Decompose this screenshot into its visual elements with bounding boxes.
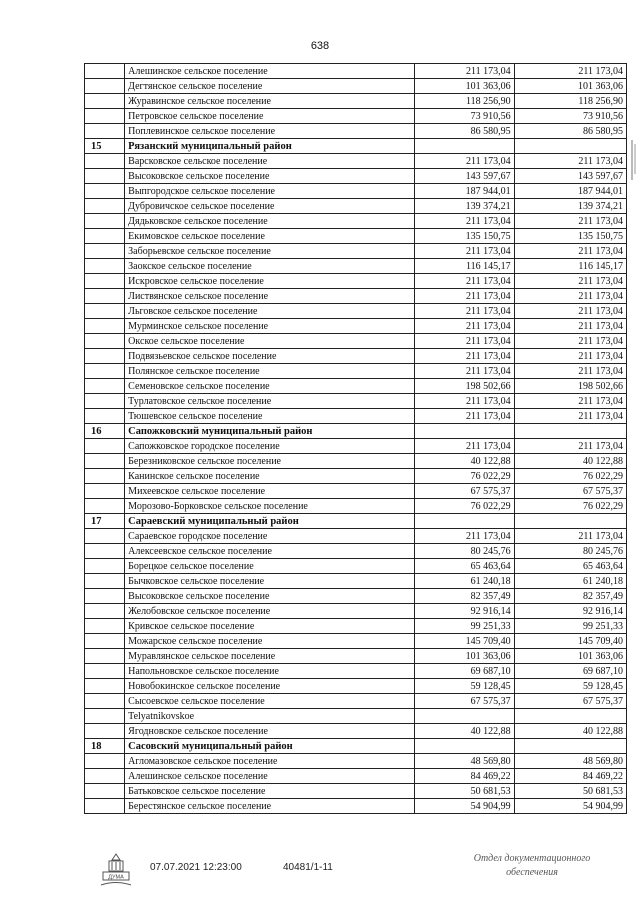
- settlement-name: Сапожковский муниципальный район: [125, 424, 415, 439]
- amount-col-2: [514, 514, 626, 529]
- amount-col-1: 99 251,33: [414, 619, 514, 634]
- settlement-name: Мурминское сельское поселение: [125, 319, 415, 334]
- settlement-name: Окское сельское поселение: [125, 334, 415, 349]
- row-number: [85, 634, 125, 649]
- amount-col-1: 139 374,21: [414, 199, 514, 214]
- row-number: [85, 169, 125, 184]
- settlement-name: Алешинское сельское поселение: [125, 769, 415, 784]
- amount-col-1: 73 910,56: [414, 109, 514, 124]
- row-number: [85, 244, 125, 259]
- amount-col-2: 211 173,04: [514, 289, 626, 304]
- settlement-name: Сапожковское городское поселение: [125, 439, 415, 454]
- settlement-name: Листвянское сельское поселение: [125, 289, 415, 304]
- settlement-name: Ягодновское сельское поселение: [125, 724, 415, 739]
- amount-col-1: 76 022,29: [414, 469, 514, 484]
- amount-col-1: 211 173,04: [414, 154, 514, 169]
- table-row: [85, 754, 627, 769]
- amount-col-2: 139 374,21: [514, 199, 626, 214]
- department-stamp: [452, 852, 612, 880]
- settlement-name: Подвязьевское сельское поселение: [125, 349, 415, 364]
- amount-col-1: 40 122,88: [414, 724, 514, 739]
- table-row: [85, 799, 627, 814]
- amount-col-2: 211 173,04: [514, 304, 626, 319]
- amount-col-2: 82 357,49: [514, 589, 626, 604]
- settlement-name: Варсковское сельское поселение: [125, 154, 415, 169]
- amount-col-1: 86 580,95: [414, 124, 514, 139]
- table-row: [85, 304, 627, 319]
- settlement-name: Алексеевское сельское поселение: [125, 544, 415, 559]
- amount-col-1: [414, 739, 514, 754]
- amount-col-1: 59 128,45: [414, 679, 514, 694]
- amount-col-2: 118 256,90: [514, 94, 626, 109]
- row-number: [85, 229, 125, 244]
- amount-col-2: 50 681,53: [514, 784, 626, 799]
- row-number: [85, 349, 125, 364]
- table-row: [85, 769, 627, 784]
- table-row: [85, 469, 627, 484]
- logo-text: ДУМА: [108, 874, 124, 881]
- settlement-name: Канинское сельское поселение: [125, 469, 415, 484]
- table-row: [85, 184, 627, 199]
- table-row: [85, 499, 627, 514]
- footer-timestamp: 07.07.2021 12:23:00: [150, 862, 242, 873]
- settlement-name: Журавинское сельское поселение: [125, 94, 415, 109]
- page-number: 638: [310, 40, 330, 52]
- settlement-name: Сысоевское сельское поселение: [125, 694, 415, 709]
- amount-col-1: 211 173,04: [414, 364, 514, 379]
- row-number: [85, 64, 125, 79]
- settlement-name: Можарское сельское поселение: [125, 634, 415, 649]
- row-number: 18: [85, 739, 125, 754]
- row-number: [85, 724, 125, 739]
- amount-col-1: 143 597,67: [414, 169, 514, 184]
- settlement-name: Новобокинское сельское поселение: [125, 679, 415, 694]
- row-number: [85, 469, 125, 484]
- table-row: [85, 274, 627, 289]
- amount-col-1: 211 173,04: [414, 244, 514, 259]
- amount-col-2: 211 173,04: [514, 274, 626, 289]
- district-row: [85, 424, 627, 439]
- row-number: [85, 484, 125, 499]
- settlement-name: Агломазовское сельское поселение: [125, 754, 415, 769]
- amount-col-2: 135 150,75: [514, 229, 626, 244]
- row-number: [85, 529, 125, 544]
- amount-col-1: 82 357,49: [414, 589, 514, 604]
- amount-col-2: 65 463,64: [514, 559, 626, 574]
- settlement-name: Кривское сельское поселение: [125, 619, 415, 634]
- row-number: [85, 604, 125, 619]
- settlement-name: Высоковское сельское поселение: [125, 169, 415, 184]
- settlement-name: Сараевский муниципальный район: [125, 514, 415, 529]
- row-number: [85, 499, 125, 514]
- amount-col-2: 99 251,33: [514, 619, 626, 634]
- settlement-name: Михеевское сельское поселение: [125, 484, 415, 499]
- row-number: [85, 379, 125, 394]
- settlement-name: Петровское сельское поселение: [125, 109, 415, 124]
- amount-col-2: 54 904,99: [514, 799, 626, 814]
- table-row: [85, 784, 627, 799]
- row-number: [85, 589, 125, 604]
- settlement-name: Льговское сельское поселение: [125, 304, 415, 319]
- settlement-name: Сараевское городское поселение: [125, 529, 415, 544]
- settlement-name: Выпгородское сельское поселение: [125, 184, 415, 199]
- table-row: [85, 454, 627, 469]
- settlement-name: Семеновское сельское поселение: [125, 379, 415, 394]
- amount-col-2: 69 687,10: [514, 664, 626, 679]
- settlement-name: Сасовский муниципальный район: [125, 739, 415, 754]
- amount-col-1: 92 916,14: [414, 604, 514, 619]
- table-row: [85, 289, 627, 304]
- settlement-name: Поплевинское сельское поселение: [125, 124, 415, 139]
- row-number: [85, 334, 125, 349]
- row-number: [85, 394, 125, 409]
- row-number: [85, 784, 125, 799]
- amount-col-2: 211 173,04: [514, 244, 626, 259]
- amount-col-1: 211 173,04: [414, 394, 514, 409]
- row-number: 17: [85, 514, 125, 529]
- amount-col-2: 211 173,04: [514, 154, 626, 169]
- settlement-name: Турлатовское сельское поселение: [125, 394, 415, 409]
- table-row: [85, 229, 627, 244]
- amount-col-1: 69 687,10: [414, 664, 514, 679]
- settlement-name: Берестянское сельское поселение: [125, 799, 415, 814]
- row-number: [85, 79, 125, 94]
- row-number: [85, 214, 125, 229]
- amount-col-1: [414, 514, 514, 529]
- amount-col-1: 211 173,04: [414, 214, 514, 229]
- amount-col-2: 211 173,04: [514, 439, 626, 454]
- amount-col-2: 101 363,06: [514, 649, 626, 664]
- amount-col-1: 84 469,22: [414, 769, 514, 784]
- district-row: [85, 514, 627, 529]
- table-row: [85, 439, 627, 454]
- amount-col-1: 118 256,90: [414, 94, 514, 109]
- footer-document-code: 40481/1-11: [283, 862, 333, 873]
- row-number: [85, 364, 125, 379]
- row-number: [85, 289, 125, 304]
- row-number: [85, 409, 125, 424]
- amount-col-2: 145 709,40: [514, 634, 626, 649]
- district-row: [85, 139, 627, 154]
- amount-col-2: 59 128,45: [514, 679, 626, 694]
- amount-col-2: 67 575,37: [514, 484, 626, 499]
- amount-col-1: 211 173,04: [414, 304, 514, 319]
- table-row: [85, 379, 627, 394]
- row-number: [85, 94, 125, 109]
- settlement-name: Полянское сельское поселение: [125, 364, 415, 379]
- table-row: [85, 259, 627, 274]
- settlement-name: Заокское сельское поселение: [125, 259, 415, 274]
- duma-logo-icon: [99, 852, 133, 888]
- row-number: [85, 619, 125, 634]
- amount-col-1: [414, 709, 514, 724]
- amount-col-2: 211 173,04: [514, 409, 626, 424]
- amount-col-2: [514, 424, 626, 439]
- row-number: [85, 679, 125, 694]
- table-row: [85, 214, 627, 229]
- row-number: [85, 454, 125, 469]
- row-number: [85, 319, 125, 334]
- settlement-name: Желобовское сельское поселение: [125, 604, 415, 619]
- amount-col-1: 135 150,75: [414, 229, 514, 244]
- table-row: [85, 544, 627, 559]
- amount-col-2: 67 575,37: [514, 694, 626, 709]
- table-row: [85, 124, 627, 139]
- row-number: [85, 154, 125, 169]
- settlement-name: Екимовское сельское поселение: [125, 229, 415, 244]
- table-row: [85, 604, 627, 619]
- table-row: [85, 634, 627, 649]
- amount-col-1: 211 173,04: [414, 529, 514, 544]
- margin-scan-mark: [628, 140, 638, 180]
- amount-col-2: 211 173,04: [514, 319, 626, 334]
- table-row: [85, 619, 627, 634]
- settlement-name: Рязанский муниципальный район: [125, 139, 415, 154]
- amount-col-1: 211 173,04: [414, 334, 514, 349]
- amount-col-1: 61 240,18: [414, 574, 514, 589]
- amount-col-1: 211 173,04: [414, 349, 514, 364]
- amount-col-2: 73 910,56: [514, 109, 626, 124]
- amount-col-1: 211 173,04: [414, 274, 514, 289]
- row-number: [85, 304, 125, 319]
- row-number: [85, 649, 125, 664]
- settlement-name: Тюшевское сельское поселение: [125, 409, 415, 424]
- table-row: [85, 409, 627, 424]
- stamp-line-1: Отдел документационного: [473, 853, 591, 864]
- amount-col-2: 116 145,17: [514, 259, 626, 274]
- amount-col-2: 92 916,14: [514, 604, 626, 619]
- row-number: [85, 544, 125, 559]
- table-row: [85, 694, 627, 709]
- amount-col-2: 187 944,01: [514, 184, 626, 199]
- amount-col-2: 211 173,04: [514, 529, 626, 544]
- amount-col-1: 101 363,06: [414, 649, 514, 664]
- table-row: [85, 574, 627, 589]
- amount-col-1: 187 944,01: [414, 184, 514, 199]
- row-number: [85, 664, 125, 679]
- amount-col-1: 211 173,04: [414, 64, 514, 79]
- row-number: [85, 124, 125, 139]
- amount-col-1: 211 173,04: [414, 289, 514, 304]
- amount-col-1: 48 569,80: [414, 754, 514, 769]
- amount-col-2: 84 469,22: [514, 769, 626, 784]
- table-row: [85, 169, 627, 184]
- table-row: [85, 724, 627, 739]
- amount-col-1: 40 122,88: [414, 454, 514, 469]
- table-row: [85, 484, 627, 499]
- amount-col-1: [414, 139, 514, 154]
- settlement-name: Telyatnikovskoe: [125, 709, 415, 724]
- row-number: [85, 574, 125, 589]
- amount-col-1: 198 502,66: [414, 379, 514, 394]
- settlement-name: Алешинское сельское поселение: [125, 64, 415, 79]
- settlement-name: Морозово-Борковское сельское поселение: [125, 499, 415, 514]
- table-row: [85, 154, 627, 169]
- amount-col-2: 40 122,88: [514, 454, 626, 469]
- amount-col-2: 101 363,06: [514, 79, 626, 94]
- amount-col-2: 40 122,88: [514, 724, 626, 739]
- amount-col-2: 211 173,04: [514, 64, 626, 79]
- table-row: [85, 79, 627, 94]
- amount-col-1: 116 145,17: [414, 259, 514, 274]
- table-row: [85, 334, 627, 349]
- stamp-line-2: обеспечения: [506, 867, 558, 878]
- district-row: [85, 739, 627, 754]
- table-row: [85, 319, 627, 334]
- amount-col-1: 65 463,64: [414, 559, 514, 574]
- amount-col-1: 76 022,29: [414, 499, 514, 514]
- row-number: [85, 559, 125, 574]
- amount-col-2: 211 173,04: [514, 349, 626, 364]
- row-number: [85, 709, 125, 724]
- amount-col-1: 101 363,06: [414, 79, 514, 94]
- settlement-name: Муравлянское сельское поселение: [125, 649, 415, 664]
- table-row: [85, 649, 627, 664]
- settlement-name: Батьковское сельское поселение: [125, 784, 415, 799]
- amount-col-1: 67 575,37: [414, 694, 514, 709]
- amount-col-2: 80 245,76: [514, 544, 626, 559]
- settlement-name: Дубровичское сельское поселение: [125, 199, 415, 214]
- row-number: [85, 694, 125, 709]
- row-number: [85, 439, 125, 454]
- amount-col-2: 48 569,80: [514, 754, 626, 769]
- row-number: [85, 184, 125, 199]
- table-row: [85, 709, 627, 724]
- row-number: [85, 109, 125, 124]
- amount-col-1: 211 173,04: [414, 409, 514, 424]
- amount-col-2: 211 173,04: [514, 364, 626, 379]
- amount-col-1: 145 709,40: [414, 634, 514, 649]
- table-row: [85, 559, 627, 574]
- table-row: [85, 364, 627, 379]
- settlement-name: Напольновское сельское поселение: [125, 664, 415, 679]
- amount-col-2: 211 173,04: [514, 394, 626, 409]
- settlement-name: Дегтянское сельское поселение: [125, 79, 415, 94]
- amount-col-1: 211 173,04: [414, 319, 514, 334]
- settlement-name: Березниковское сельское поселение: [125, 454, 415, 469]
- amount-col-2: 211 173,04: [514, 214, 626, 229]
- table-row: [85, 94, 627, 109]
- amount-col-2: [514, 709, 626, 724]
- amount-col-2: [514, 739, 626, 754]
- table-row: [85, 589, 627, 604]
- table-row: [85, 244, 627, 259]
- budget-table: [84, 63, 627, 814]
- row-number: [85, 769, 125, 784]
- settlement-name: Борецкое сельское поселение: [125, 559, 415, 574]
- table-row: [85, 64, 627, 79]
- settlement-name: Высоковское сельское поселение: [125, 589, 415, 604]
- row-number: 15: [85, 139, 125, 154]
- table-row: [85, 199, 627, 214]
- amount-col-1: 54 904,99: [414, 799, 514, 814]
- settlement-name: Заборьевское сельское поселение: [125, 244, 415, 259]
- amount-col-2: 76 022,29: [514, 499, 626, 514]
- row-number: [85, 274, 125, 289]
- row-number: [85, 754, 125, 769]
- amount-col-1: 80 245,76: [414, 544, 514, 559]
- settlement-name: Искровское сельское поселение: [125, 274, 415, 289]
- amount-col-2: 86 580,95: [514, 124, 626, 139]
- row-number: [85, 199, 125, 214]
- amount-col-2: [514, 139, 626, 154]
- table-row: [85, 529, 627, 544]
- row-number: [85, 259, 125, 274]
- row-number: [85, 799, 125, 814]
- amount-col-1: 67 575,37: [414, 484, 514, 499]
- budget-table-body: [85, 64, 627, 814]
- amount-col-2: 211 173,04: [514, 334, 626, 349]
- amount-col-1: 50 681,53: [414, 784, 514, 799]
- amount-col-2: 143 597,67: [514, 169, 626, 184]
- table-row: [85, 109, 627, 124]
- table-row: [85, 394, 627, 409]
- settlement-name: Дядьковское сельское поселение: [125, 214, 415, 229]
- amount-col-2: 198 502,66: [514, 379, 626, 394]
- settlement-name: Бычковское сельское поселение: [125, 574, 415, 589]
- amount-col-2: 61 240,18: [514, 574, 626, 589]
- row-number: 16: [85, 424, 125, 439]
- table-row: [85, 679, 627, 694]
- amount-col-2: 76 022,29: [514, 469, 626, 484]
- amount-col-1: [414, 424, 514, 439]
- table-row: [85, 664, 627, 679]
- amount-col-1: 211 173,04: [414, 439, 514, 454]
- table-row: [85, 349, 627, 364]
